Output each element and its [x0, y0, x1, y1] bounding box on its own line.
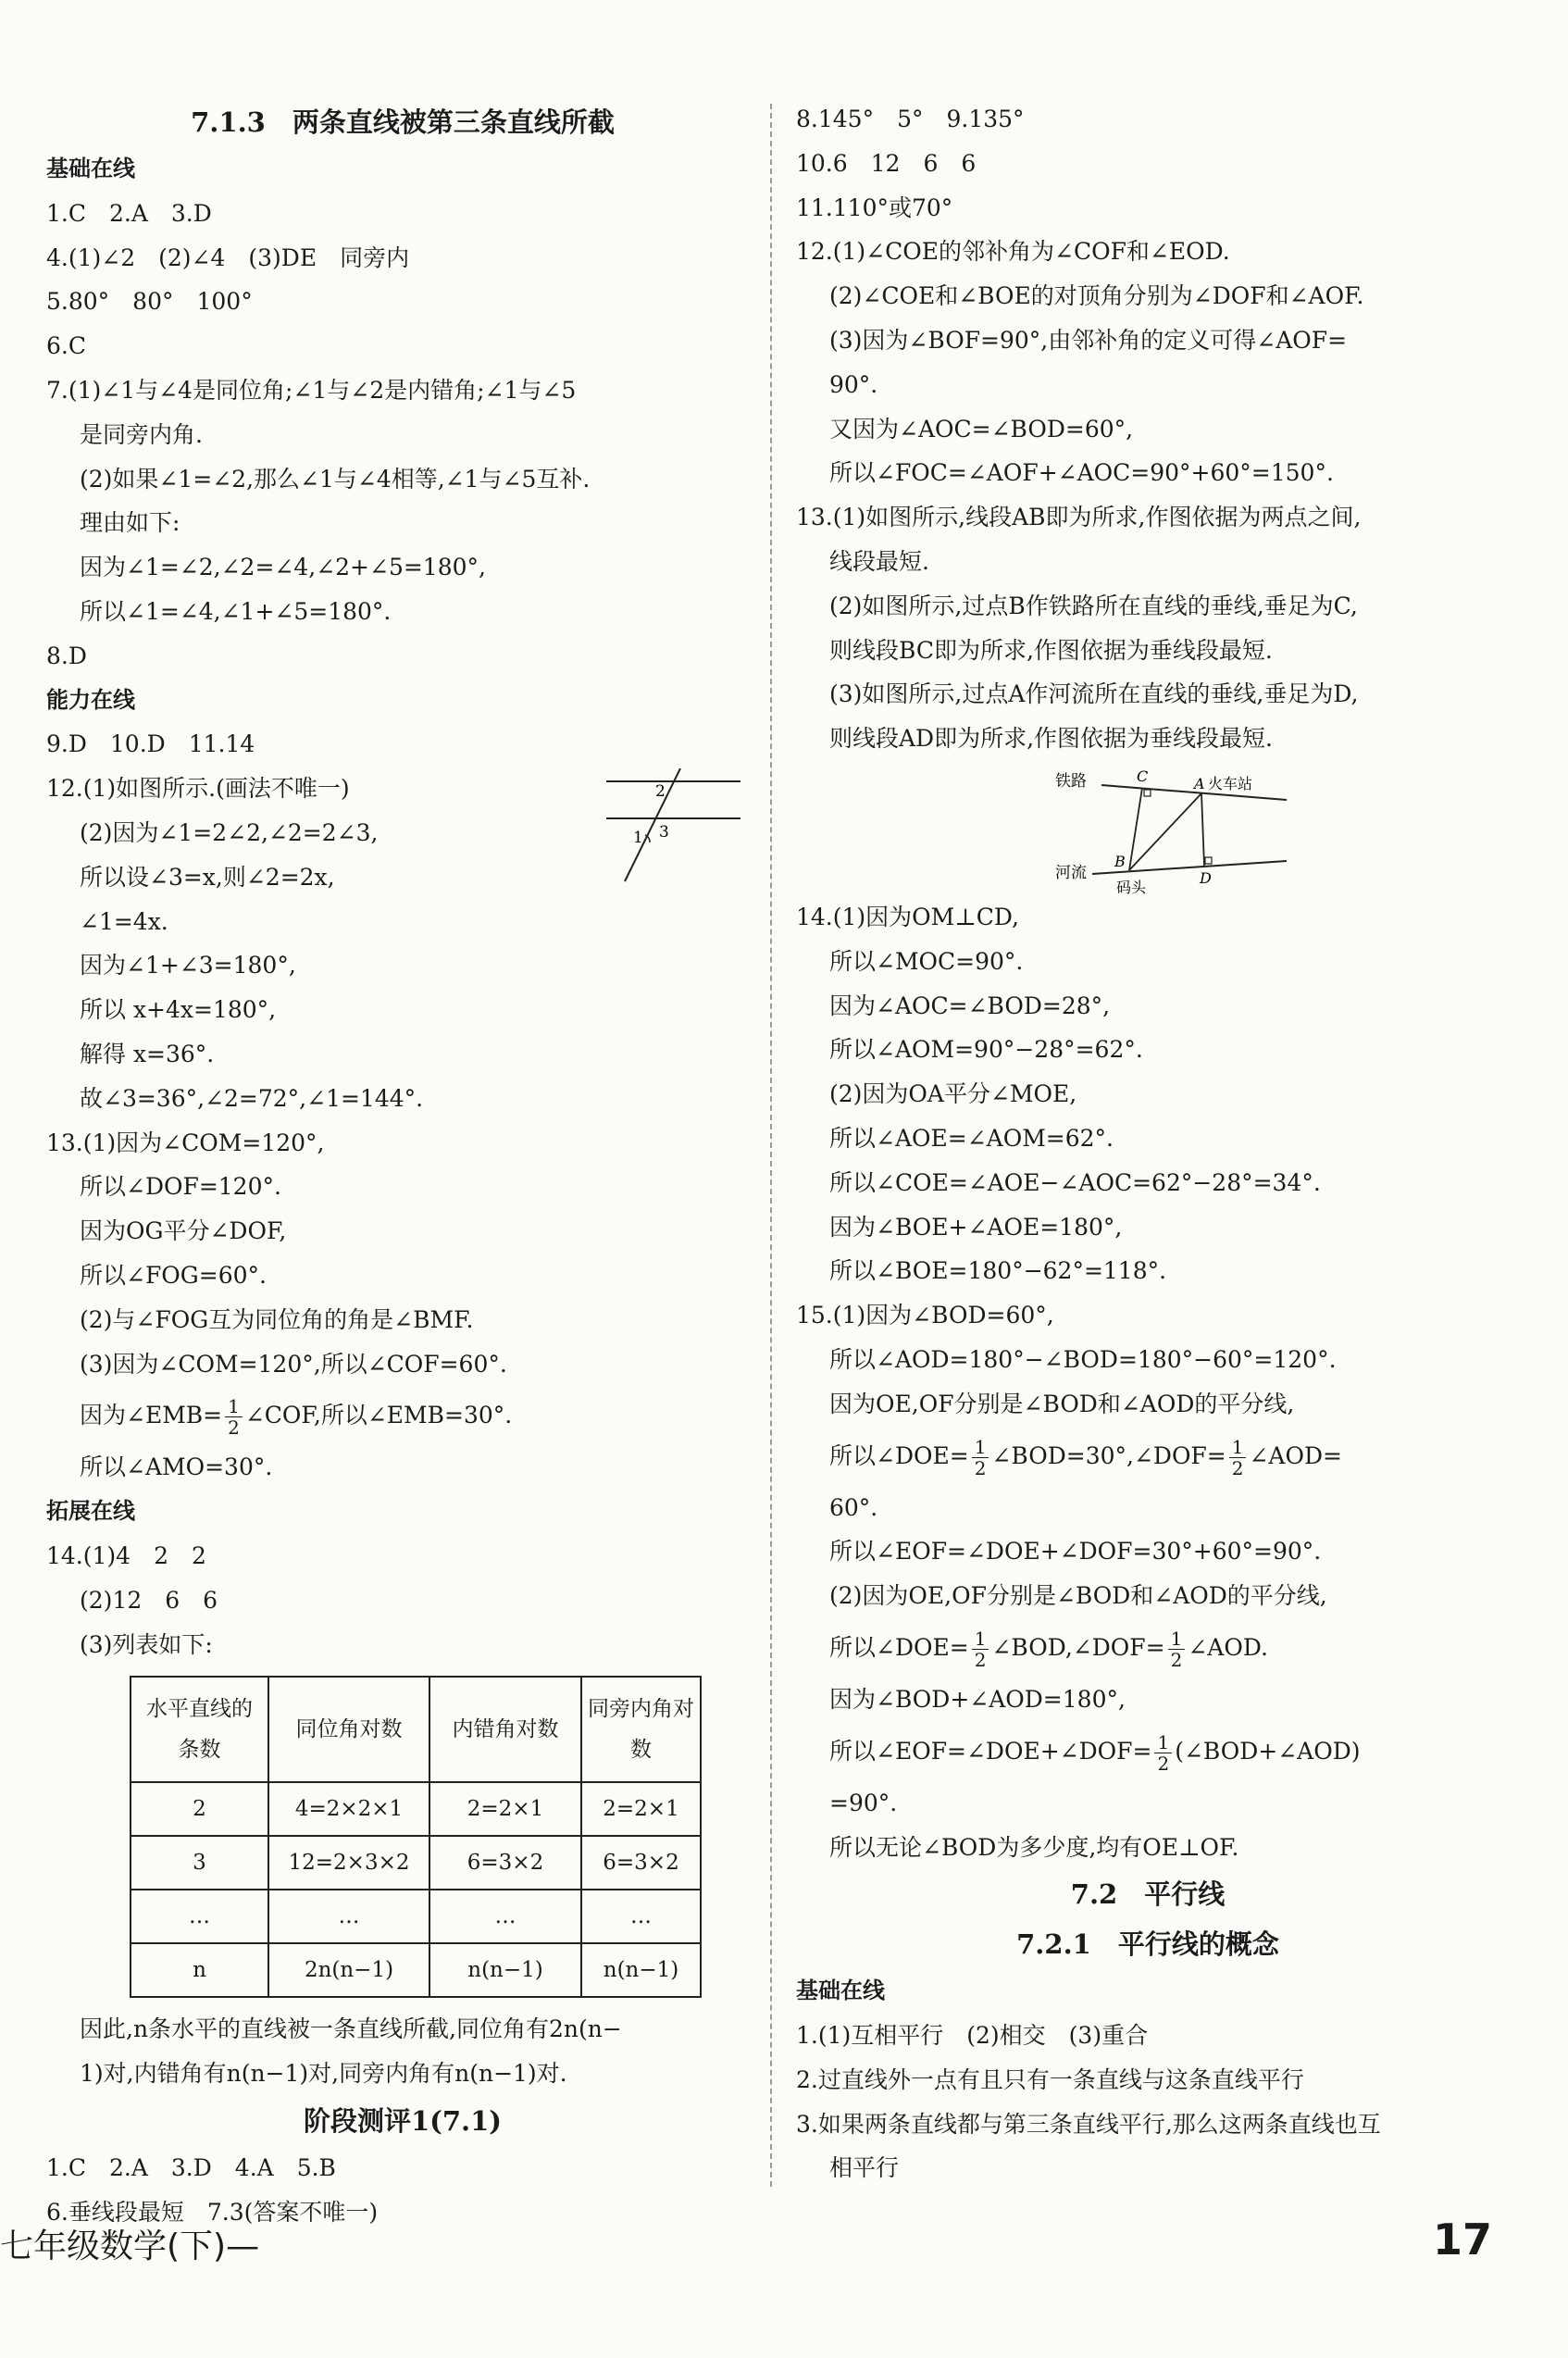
page-number: 17 [1433, 2215, 1493, 2264]
answer-line: (2)因为OA平分∠MOE, [829, 1080, 1077, 1108]
answer-line: 因为OG平分∠DOF, [80, 1217, 287, 1245]
fig-label: 铁路 [1055, 771, 1087, 791]
answer-line: (2)∠COE和∠BOE的对顶角分别为∠DOF和∠AOF. [829, 282, 1364, 310]
table-cell: 4=2×2×1 [268, 1782, 429, 1836]
denominator: 2 [1231, 1456, 1244, 1479]
numerator: 1 [972, 1437, 989, 1458]
answer-line-fraction [796, 1722, 1500, 1781]
section-heading: 基础在线 [46, 156, 135, 181]
section-heading: 能力在线 [46, 686, 135, 713]
chapter-title: 7.2 平行线 [1070, 1878, 1226, 1911]
intersecting-lines-figure [602, 768, 750, 889]
answer-line: 3.如果两条直线都与第三条直线平行,那么这两条直线也互 [796, 2110, 1381, 2138]
fraction [225, 1396, 243, 1438]
answer-line: 12.(1)∠COE的邻补角为∠COF和∠EOD. [796, 238, 1230, 266]
answer-line: 所以∠AOM=90°−28°=62°. [829, 1036, 1143, 1064]
fig-label: 码头 [1116, 878, 1147, 895]
fig-label: 河流 [1055, 863, 1087, 882]
answer-line: (2)与∠FOG互为同位角的角是∠BMF. [80, 1305, 474, 1333]
table-cell: … [429, 1890, 581, 1943]
answer-line: 所以设∠3=x,则∠2=2x, [80, 863, 335, 891]
numerator: 1 [1168, 1628, 1186, 1650]
section-heading: 基础在线 [796, 1977, 885, 2004]
section-title: 阶段测评1(7.1) [303, 2104, 503, 2137]
answer-line: 所以∠EOF=∠DOE+∠DOF=30°+60°=90°. [829, 1538, 1322, 1566]
answer-line: 所以∠AOE=∠AOM=62°. [829, 1124, 1114, 1152]
table-cell: … [131, 1890, 268, 1943]
table-row [131, 1836, 701, 1890]
table-header-row [131, 1677, 701, 1782]
denominator: 2 [1157, 1752, 1170, 1775]
fig-label: D [1200, 868, 1212, 887]
table-cell: 6=3×2 [581, 1836, 701, 1890]
answer-line: (2)如图所示,过点B作铁路所在直线的垂线,垂足为C, [829, 592, 1358, 619]
table-cell: … [268, 1890, 429, 1943]
answer-line: 15.(1)因为∠BOD=60°, [796, 1302, 1054, 1329]
numerator: 1 [972, 1628, 989, 1650]
table-row [131, 1890, 701, 1943]
answer-line: 因为∠BOE+∠AOE=180°, [829, 1213, 1123, 1241]
answer-line: 因为∠BOD+∠AOD=180°, [829, 1685, 1126, 1713]
answer-line: 所以∠AOD=180°−∠BOD=180°−60°=120°. [829, 1345, 1337, 1373]
table-cell: 2n(n−1) [268, 1943, 429, 1997]
answer-line: 5.80° 80° 100° [46, 288, 253, 316]
angle-count-table [130, 1676, 702, 1998]
text-fragment: (∠BOD+∠AOD) [1175, 1737, 1361, 1765]
text-fragment: ∠BOD,∠DOF= [991, 1633, 1165, 1661]
table-header-cell: 内错角对数 [429, 1677, 581, 1782]
text-fragment: ∠BOD=30°,∠DOF= [991, 1441, 1226, 1469]
table-cell: 3 [131, 1836, 268, 1890]
text-fragment: 所以∠EOF=∠DOE+∠DOF= [829, 1737, 1152, 1765]
railway-river-figure [1055, 761, 1296, 895]
answer-line: 线段最短. [829, 547, 929, 575]
answer-line: 8.145° 5° 9.135° [796, 106, 1025, 132]
answer-line: 所以∠DOF=120°. [80, 1173, 281, 1201]
answer-line: 所以∠MOC=90°. [829, 947, 1024, 975]
answer-line: (2)因为∠1=2∠2,∠2=2∠3, [80, 818, 379, 846]
answer-line: 所以∠FOG=60°. [80, 1261, 267, 1289]
answer-line: 7.(1)∠1与∠4是同位角;∠1与∠2是内错角;∠1与∠5 [46, 376, 577, 404]
section-title: 7.2.1 平行线的概念 [1016, 1928, 1279, 1961]
table-row [131, 1782, 701, 1836]
answer-line: (3)列表如下: [80, 1630, 213, 1658]
denominator: 2 [228, 1416, 240, 1440]
table-cell: n(n−1) [429, 1943, 581, 1997]
answer-line: 所以∠FOC=∠AOF+∠AOC=90°+60°=150°. [829, 459, 1334, 487]
answer-line: (2)因为OE,OF分别是∠BOD和∠AOD的平分线, [829, 1582, 1327, 1610]
answer-line: 14.(1)4 2 2 [46, 1541, 206, 1569]
answer-line: 故∠3=36°,∠2=72°,∠1=144°. [80, 1084, 424, 1112]
fraction [972, 1437, 989, 1478]
answer-line: 1.C 2.A 3.D 4.A 5.B [46, 2153, 336, 2181]
answer-line: 则线段BC即为所求,作图依据为垂线段最短. [829, 636, 1273, 664]
answer-line: 所以∠1=∠4,∠1+∠5=180°. [80, 597, 392, 625]
answer-line: 1.C 2.A 3.D [46, 199, 212, 227]
answer-line: 60°. [829, 1493, 878, 1521]
table-cell: 2=2×1 [429, 1782, 581, 1836]
answer-line: 11.110°或70° [796, 193, 953, 221]
table-cell: 2=2×1 [581, 1782, 701, 1836]
fig-label: B [1114, 852, 1126, 870]
fig-label: 1 [633, 829, 643, 848]
column-divider [770, 104, 772, 2187]
answer-line: 1)对,内错角有n(n−1)对,同旁内角有n(n−1)对. [80, 2060, 567, 2088]
table-cell: n(n−1) [581, 1943, 701, 1997]
text-fragment: ∠COF,所以∠EMB=30°. [244, 1402, 513, 1429]
fraction [972, 1628, 989, 1670]
answer-line: 所以∠AMO=30°. [80, 1453, 273, 1481]
table-cell: … [581, 1890, 701, 1943]
fraction [1154, 1732, 1172, 1774]
answer-line: 4.(1)∠2 (2)∠4 (3)DE 同旁内 [46, 243, 410, 271]
answer-line: 相平行 [829, 2154, 900, 2182]
fig-label: A [1194, 774, 1205, 792]
footer-book-title: 七年级数学(下)— [0, 2227, 260, 2265]
text-fragment: ∠AOD. [1188, 1633, 1268, 1661]
answer-line: ∠1=4x. [80, 907, 168, 935]
answer-line-fraction [796, 1427, 1500, 1486]
table-cell: 2 [131, 1782, 268, 1836]
answer-line: 6.C [46, 332, 86, 360]
answer-line: 9.D 10.D 11.14 [46, 730, 255, 758]
answer-line: 10.6 12 6 6 [796, 149, 977, 177]
answer-line: 所以无论∠BOD为多少度,均有OE⊥OF. [829, 1833, 1239, 1861]
fraction [1229, 1437, 1247, 1478]
answer-line: 所以∠BOE=180°−62°=118°. [829, 1257, 1167, 1285]
answer-line: 解得 x=36°. [80, 1040, 215, 1067]
answer-line: 又因为∠AOC=∠BOD=60°, [829, 415, 1134, 443]
answer-line: 2.过直线外一点有且只有一条直线与这条直线平行 [796, 2065, 1304, 2093]
table-header-cell: 同位角对数 [268, 1677, 429, 1782]
answer-line: 理由如下: [80, 509, 180, 537]
answer-line: 6.垂线段最短 7.3(答案不唯一) [46, 2198, 379, 2226]
answer-line: 因为OE,OF分别是∠BOD和∠AOD的平分线, [829, 1390, 1295, 1417]
denominator: 2 [1170, 1648, 1183, 1671]
fig-label: 火车站 [1208, 774, 1253, 792]
table-header-cell: 水平直线的条数 [131, 1677, 268, 1782]
table-row [131, 1943, 701, 1997]
text-fragment: 所以∠DOE= [829, 1441, 969, 1469]
answer-line-fraction [46, 1386, 759, 1445]
section-heading: 拓展在线 [46, 1498, 135, 1525]
answer-line: 是同旁内角. [80, 420, 203, 448]
answer-line: 因为∠1=∠2,∠2=∠4,∠2+∠5=180°, [80, 554, 486, 581]
answer-line-fraction [796, 1618, 1500, 1678]
fraction [1168, 1628, 1186, 1670]
section-title: 7.1.3 两条直线被第三条直线所截 [191, 106, 615, 138]
numerator: 1 [1229, 1437, 1247, 1458]
answer-line: 因为∠1+∠3=180°, [80, 952, 296, 979]
fig-label: C [1137, 767, 1149, 785]
denominator: 2 [974, 1648, 987, 1671]
table-cell: n [131, 1943, 268, 1997]
answer-line: 1.(1)互相平行 (2)相交 (3)重合 [796, 2022, 1149, 2050]
answer-line: (2)如果∠1=∠2,那么∠1与∠4相等,∠1与∠5互补. [80, 465, 591, 493]
answer-line: 所以∠COE=∠AOE−∠AOC=62°−28°=34°. [829, 1168, 1321, 1196]
table-cell: 6=3×2 [429, 1836, 581, 1890]
answer-line: (2)12 6 6 [80, 1586, 218, 1614]
fig-label: 3 [659, 823, 669, 842]
left-column [46, 97, 759, 2234]
answer-line: 因此,n条水平的直线被一条直线所截,同位角有2n(n− [80, 2015, 622, 2043]
answer-line: =90°. [829, 1789, 898, 1816]
numerator: 1 [225, 1396, 243, 1417]
answer-line: 8.D [46, 642, 87, 669]
answer-line: 90°. [829, 370, 878, 398]
answer-line: 13.(1)如图所示,线段AB即为所求,作图依据为两点之间, [796, 504, 1362, 531]
fig-label: 2 [655, 782, 666, 802]
text-fragment: 所以∠DOE= [829, 1633, 969, 1661]
answer-line: 因为∠AOC=∠BOD=28°, [829, 992, 1111, 1019]
answer-line: 13.(1)因为∠COM=120°, [46, 1129, 325, 1156]
answer-line: (3)因为∠COM=120°,所以∠COF=60°. [80, 1350, 507, 1378]
text-fragment: 因为∠EMB= [80, 1402, 223, 1429]
text-fragment: ∠AOD= [1249, 1441, 1342, 1469]
answer-line: 所以 x+4x=180°, [80, 996, 277, 1024]
answer-line: (3)因为∠BOF=90°,由邻补角的定义可得∠AOF= [829, 326, 1348, 354]
table-header-cell: 同旁内角对数 [581, 1677, 701, 1782]
answer-line: (3)如图所示,过点A作河流所在直线的垂线,垂足为D, [829, 680, 1359, 708]
answer-line: 则线段AD即为所求,作图依据为垂线段最短. [829, 725, 1273, 753]
right-column [796, 97, 1500, 2190]
answer-line: 12.(1)如图所示.(画法不唯一) [46, 775, 350, 803]
denominator: 2 [974, 1456, 987, 1479]
answer-line: 14.(1)因为OM⊥CD, [796, 903, 1020, 930]
numerator: 1 [1154, 1732, 1172, 1753]
table-cell: 12=2×3×2 [268, 1836, 429, 1890]
